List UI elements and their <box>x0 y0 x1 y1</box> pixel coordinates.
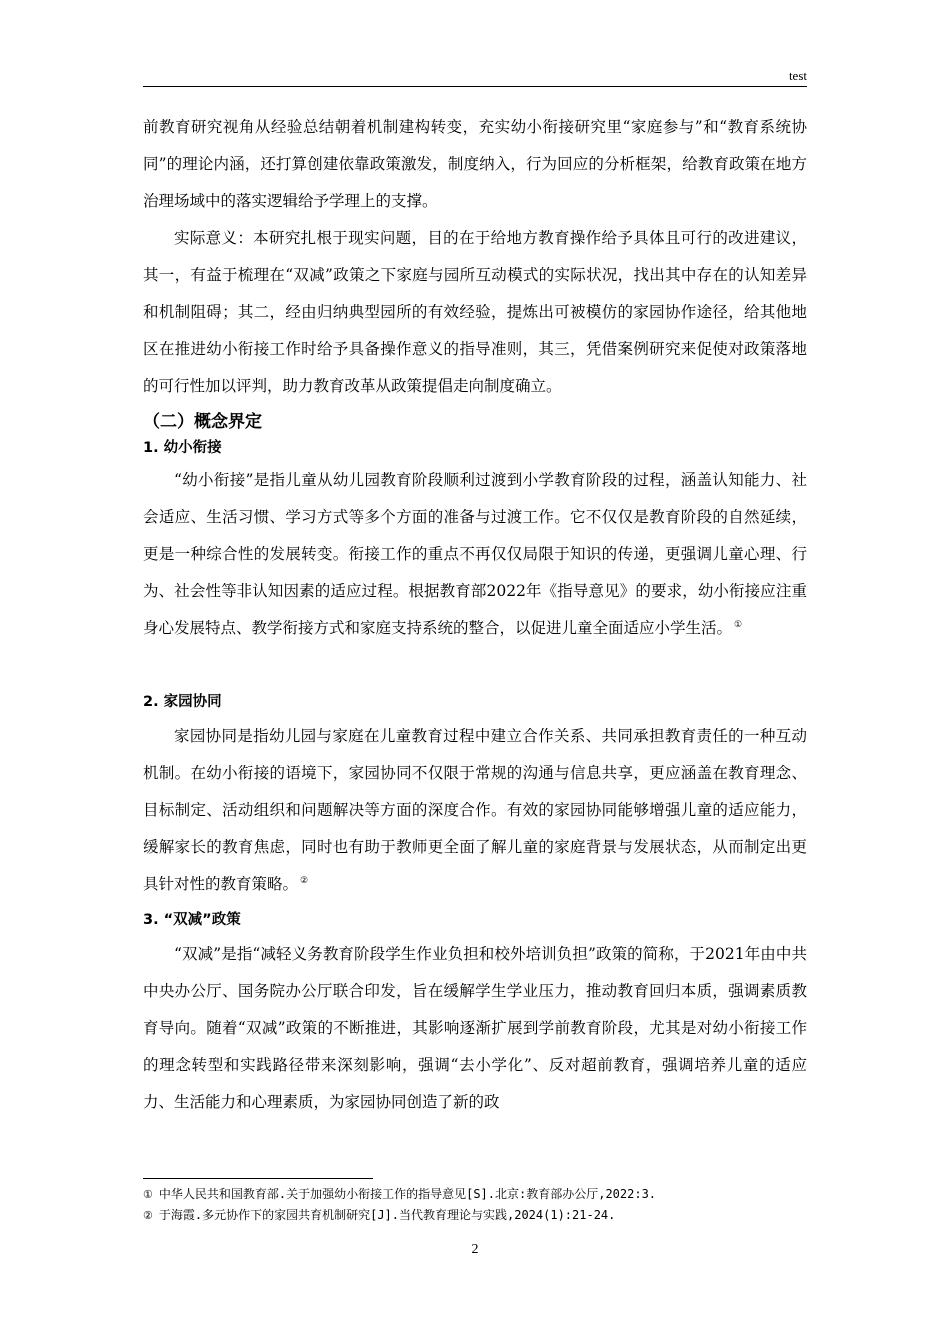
footnote-text: 于海霞.多元协作下的家园共育机制研究[J].当代教育理论与实践,2024(1):21-24. <box>158 1208 616 1222</box>
paragraph-home-school-text: 家园协同是指幼儿园与家庭在儿童教育过程中建立合作关系、共同承担教育责任的一种互动机制。在幼小衔接的语境下，家园协同不仅限于常规的沟通与信息共享，更应涵盖在教育理念、目标制定、活动组织和问题解决等方面的深度合作。有效的家园协同能够增强儿童的适应能力，缓解家长的教育焦虑，同时也有助于教师更全面了解儿童的家庭背景与发展状态，从而制定出更具针对性的教育策略。 <box>143 727 807 893</box>
subheading-home-school: 2. 家园协同 <box>143 694 222 710</box>
footnote-2 <box>143 1207 807 1224</box>
subheading-transition: 1. 幼小衔接 <box>143 440 222 456</box>
subheading-double-reduction: 3. “双减”政策 <box>143 912 241 928</box>
paragraph-transition-text: “幼小衔接”是指儿童从幼儿园教育阶段顺利过渡到小学教育阶段的过程，涵盖认知能力、社会适应、生活习惯、学习方式等多个方面的准备与过渡工作。它不仅仅是教育阶段的自然延续，更是一种综合性的发展转变。衔接工作的重点不再仅仅局限于知识的传递，更强调儿童心理、行为、社会性等非认知因素的适应过程。根据教育部2022年《指导意见》的要求，幼小衔接应注重身心发展特点、教学衔接方式和家庭支持系统的整合，以促进儿童全面适应小学生活。 <box>143 471 807 637</box>
page-number: 2 <box>471 1242 479 1257</box>
section-heading-concepts: （二）概念界定 <box>143 412 262 432</box>
paragraph-home-school <box>143 718 807 903</box>
footnote-mark: ① <box>143 1188 153 1201</box>
paragraph-double-reduction: “双减”是指“减轻义务教育阶段学生作业负担和校外培训负担”政策的简称，于2021年由中共中央办公厅、国务院办公厅联合印发，旨在缓解学生学业压力，推动教育回归本质，强调素质教育导向。随着“双减”政策的不断推进，其影响逐渐扩展到学前教育阶段，尤其是对幼小衔接工作的理念转型和实践路径带来深刻影响，强调“去小学化”、反对超前教育，强调培养儿童的适应力、生活能力和心理素质，为家园协同创造了新的政 <box>143 945 807 1111</box>
footnote-1 <box>143 1186 807 1203</box>
paragraph-theory-continued: 前教育研究视角从经验总结朝着机制建构转变，充实幼小衔接研究里“家庭参与”和“教育系统协同”的理论内涵，还打算创建依靠政策激发，制度纳入，行为回应的分析框架，给教育政策在地方治理场域中的落实逻辑给予学理上的支撑。 <box>143 118 807 210</box>
footnote-mark: ② <box>143 1209 153 1222</box>
paragraph-transition <box>143 462 807 647</box>
footnote-separator <box>143 1178 373 1179</box>
header-text: test <box>788 68 807 83</box>
footnote-text: 中华人民共和国教育部.关于加强幼小衔接工作的指导意见[S].北京:教育部办公厅,2022:3. <box>158 1187 657 1201</box>
footnote-ref-2: ② <box>300 875 309 886</box>
footnote-ref-1: ① <box>734 619 743 630</box>
paragraph-practical-significance: 实际意义：本研究扎根于现实问题，目的在于给地方教育操作给予具体且可行的改进建议，其一，有益于梳理在“双减”政策之下家庭与园所互动模式的实际状况，找出其中存在的认知差异和机制阻碍；其二，经由归纳典型园所的有效经验，提炼出可被模仿的家园协作途径，给其他地区在推进幼小衔接工作时给予具备操作意义的指导准则，其三，凭借案例研究来促使对政策落地的可行性加以评判，助力教育改革从政策提倡走向制度确立。 <box>143 229 807 395</box>
page-header <box>143 66 807 87</box>
